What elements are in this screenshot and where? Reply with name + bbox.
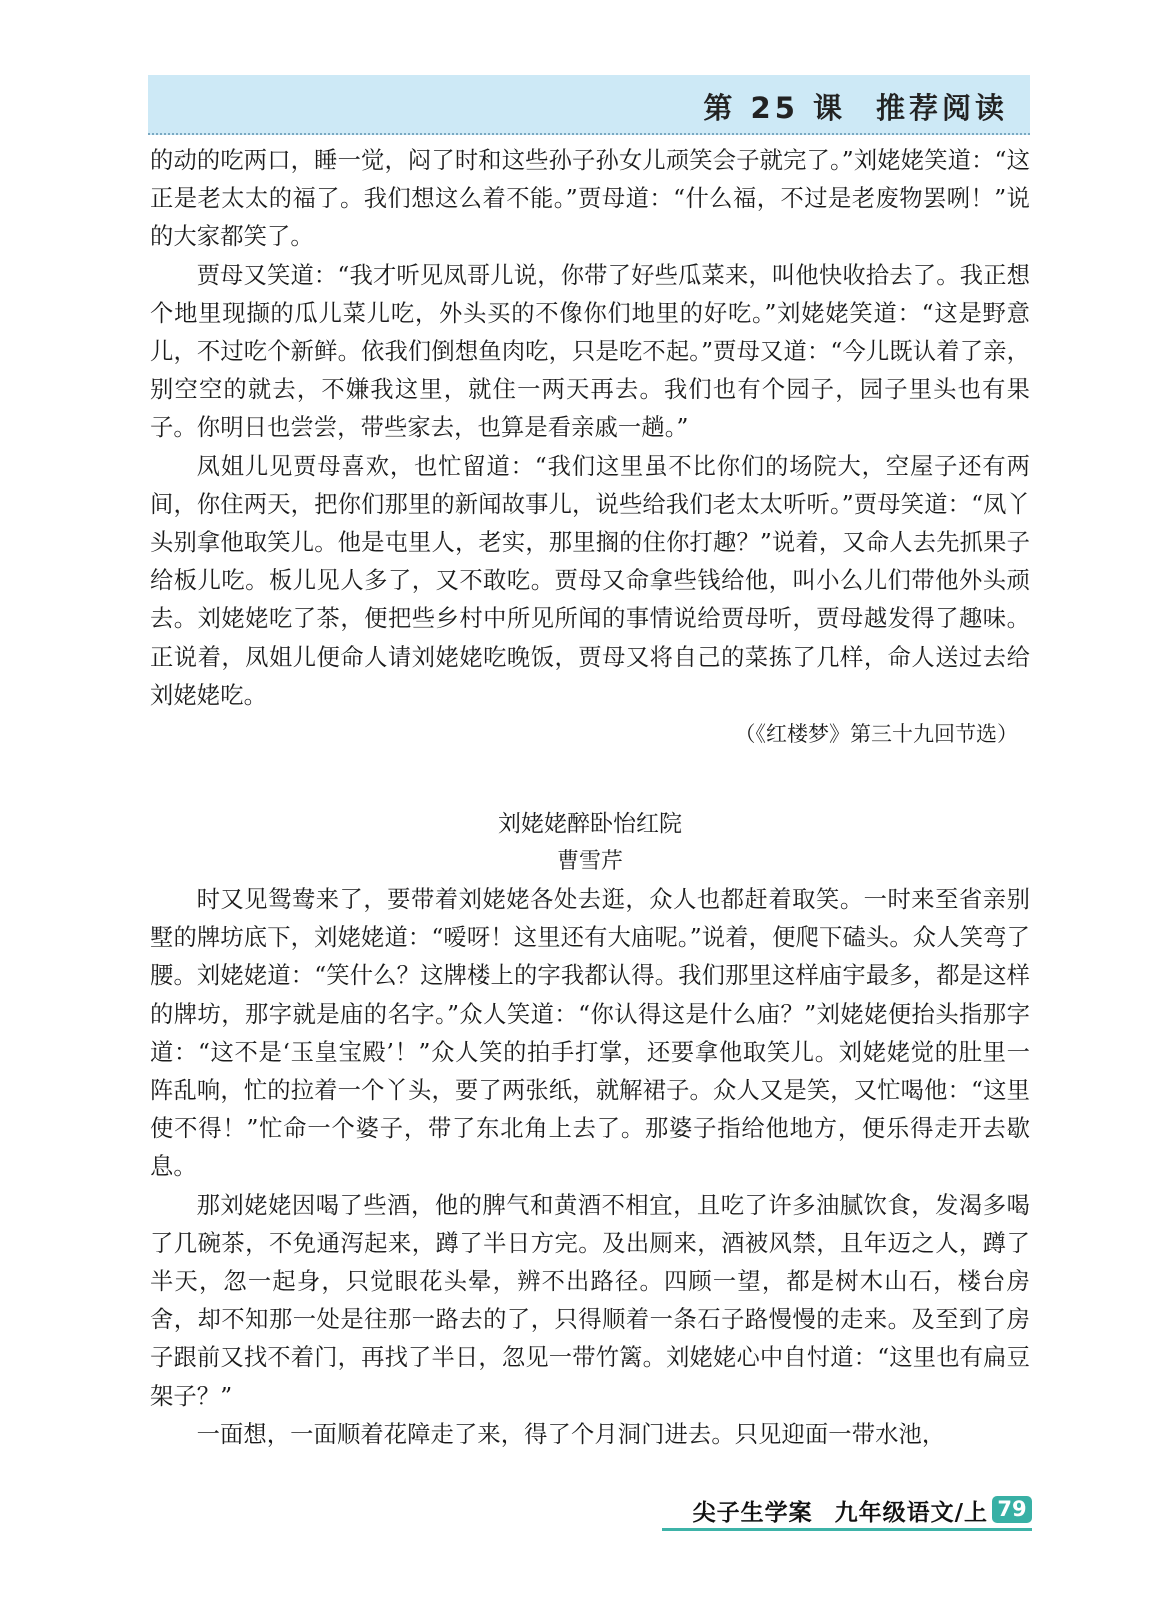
page-number: 79: [992, 1496, 1032, 1523]
article-paragraph: 那刘姥姥因喝了些酒，他的脾气和黄酒不相宜，且吃了许多油腻饮食，发渴多喝了几碗茶，不免通泻起来，蹲了半日方完。及出厕来，酒被风禁，且年迈之人，蹲了半天，忽一起身，只觉眼花头晕，辨不出路径。四顾一望，都是树木山石，楼台房舍，却不知那一处是往那一路去的了，只得顺着一条石子路慢慢的走来。及至到了房子跟前又找不着门，再找了半日，忽见一带竹篱。刘姥姥心中自忖道：“这里也有扁豆架子？”: [150, 1191, 1030, 1410]
article-paragraph: 一面想，一面顺着花障走了来，得了个月洞门进去。只见迎面一带水池，: [196, 1420, 946, 1448]
section-name: 推荐阅读: [875, 91, 1008, 125]
article-author: 曹雪芹: [556, 849, 623, 875]
excerpt-paragraph: 凤姐儿见贾母喜欢，也忙留道：“我们这里虽不比你们的场院大，空屋子还有两间，你住两天，把你们那里的新闻故事儿，说些给我们老太太听听。”贾母笑道：“凤丫头别拿他取笑儿。他是屯里人，老实，那里搁的住你打趣？”说着，又命人去先抓果子给板儿吃。板儿见人多了，又不敢吃。贾母又命拿些钱给他，叫小么儿们带他外头顽去。刘姥姥吃了茶，便把些乡村中所见所闻的事情说给贾母听，贾母越发得了趣味。正说着，凤姐儿便命人请刘姥姥吃晚饭，贾母又将自己的菜拣了几样，命人送过去给刘姥姥吃。: [150, 452, 1030, 709]
grade-subject: 九年级语文/上: [834, 1500, 988, 1526]
article-title: 刘姥姥醉卧怡红院: [498, 811, 682, 838]
article-heading: [150, 805, 1030, 881]
book-title: 尖子生学案: [692, 1500, 813, 1526]
excerpt-paragraph: 的动的吃两口，睡一觉，闷了时和这些孙子孙女儿顽笑会子就完了。”刘姥姥笑道：“这正是老太太的福了。我们想这么着不能。”贾母道：“什么福，不过是老废物罢咧！”说的大家都笑了。: [150, 147, 1030, 251]
article-paragraph: 时又见鸳鸯来了，要带着刘姥姥各处去逛，众人也都赶着取笑。一时来至省亲别墅的牌坊底下，刘姥姥道：“嗳呀！这里还有大庙呢。”说着，便爬下磕头。众人笑弯了腰。刘姥姥道：“笑什么？这牌楼上的字我都认得。我们那里这样庙宇最多，都是这样的牌坊，那字就是庙的名字。”众人笑道：“你认得这是什么庙？”刘姥姥便抬头指那字道：“这不是‘玉皇宝殿’！”众人笑的拍手打掌，还要拿他取笑儿。刘姥姥觉的肚里一阵乱响，忙的拉着一个丫头，要了两张纸，就解裙子。众人又是笑，又忙喝他：“这里使不得！”忙命一个婆子，带了东北角上去了。那婆子指给他地方，便乐得走开去歇息。: [150, 886, 1030, 1181]
lesson-number: 第 25 课: [703, 91, 846, 125]
header-band: [148, 75, 1030, 135]
excerpt-source: （《红楼梦》第三十九回节选）: [734, 722, 1018, 747]
page-content: [150, 142, 1030, 1454]
header-title: [703, 86, 1008, 127]
footer-text: [693, 1494, 988, 1527]
excerpt-paragraph: 贾母又笑道：“我才听见凤哥儿说，你带了好些瓜菜来，叫他快收拾去了。我正想个地里现撷的瓜儿菜儿吃，外头买的不像你们地里的好吃。”刘姥姥笑道：“这是野意儿，不过吃个新鲜。依我们倒想鱼肉吃，只是吃不起。”贾母又道：“今儿既认着了亲，别空空的就去，不嫌我这里，就住一两天再去。我们也有个园子，园子里头也有果子。你明日也尝尝，带些家去，也算是看亲戚一趟。”: [150, 261, 1030, 442]
page-footer: [662, 1497, 1032, 1531]
